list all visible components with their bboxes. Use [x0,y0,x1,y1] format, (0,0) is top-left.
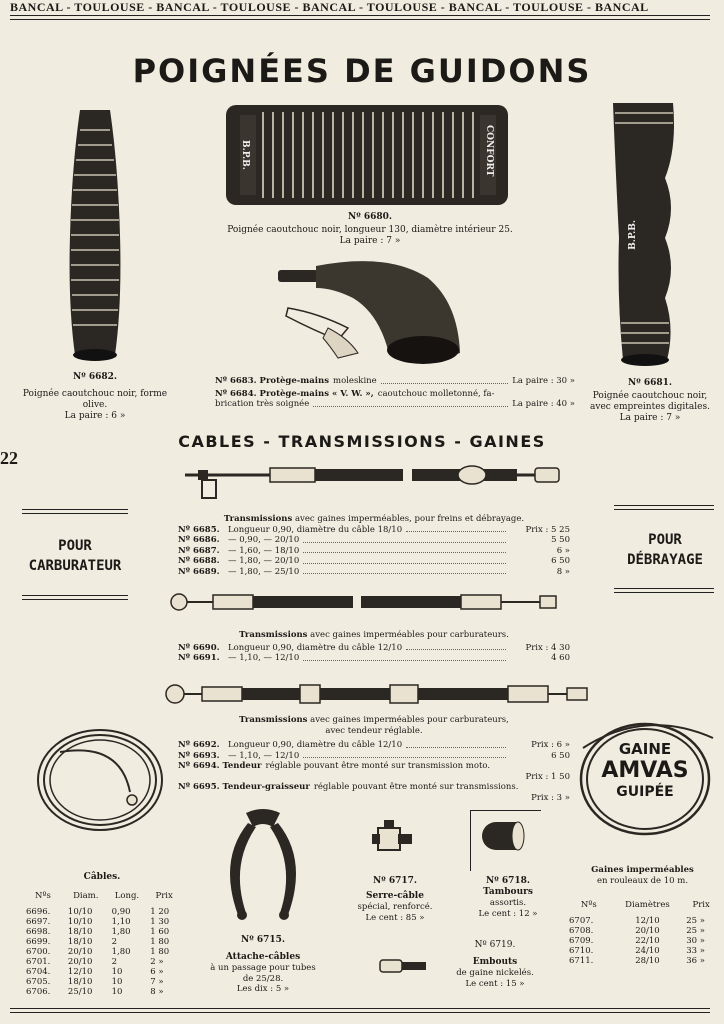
page-number: 22 [0,448,18,468]
cables-table-header: Nºs Diam. Long. Prix [35,891,173,901]
grip-6681-illustration [605,98,685,370]
table-row: 6696. 10/10 0,90 1 20 [26,907,170,917]
top-banner: BANCAL - TOULOUSE - BANCAL - TOULOUSE - BANCAL - TOULOUSE - BANCAL - TOULOUSE - BANCAL [10,0,649,14]
transmissions-carbu-block: Transmissions avec gaines imperméables pour carburateurs. Nº 6690. Longueur 0,90, diamètre du câble 12/10 Prix : 4 30 Nº 6691. — 1,10, — 12/10 4 60 [178,630,570,663]
table-row: 6710. 24/10 33 » [569,946,705,956]
transmissions-tendeur-block: Transmissions avec gaines imperméables pour carburateurs, avec tendeur réglable. Nº 6692. Longueur 0,90, diamètre du câble 12/10 Prix : 6 » Nº 6693. — 1,10, — 12/10 6 50 Nº 6694. Tendeur réglable pouvant être monté sur transmission moto. Prix : 1 50 Nº 6695. Tendeur-graisseur réglable pouvant être monté sur transmissions. Prix : 3 » [178,715,570,803]
cables-table [22,891,182,997]
rule-carbu-top [22,509,128,514]
table-row: 6705. 18/10 10 7 » [26,977,164,987]
item-6718-caption: Nº 6718. Tambours assortis. Le cent : 12 » [478,876,538,919]
pour-debrayage-heading: POUR DÉBRAYAGE [627,532,703,568]
transmissions-frein-block: Transmissions avec gaines imperméables, pour freins et débrayage. Nº 6685. Longueur 0,90, diamètre du câble 18/10 Prix : 5 25 Nº 6686. — 0,90, — 20/10 5 50 Nº 6687. — 1,60, — 18/10 6 » Nº 6688. — 1,80, — 20/10 6 50 Nº 6689. — 1,80, — 25/10 8 » [178,514,570,577]
table-row: 6699. 18/10 2 1 80 [26,937,170,947]
protege-mains-caption: Nº 6683. Protège-mains moleskine La paire : 30 » Nº 6684. Protège-mains « V. W. », caoutchouc molletonné, fa- brication très soignée La paire : 40 » [215,376,575,409]
rule-carbu-bottom [22,595,128,600]
hand-guard-illustration [278,258,468,368]
rule-debrayage-bottom [614,588,714,593]
item-6719-caption: Nº 6719. Embouts de gaine nickelés. Le cent : 15 » [456,940,534,989]
grip-6681-brand: B.P.B. [628,220,638,250]
grip-6680-brand-left: B.P.B. [240,140,250,170]
grip-6680-brand-right: CONFORT [484,125,494,177]
table-row: 6704. 12/10 10 6 » [26,967,164,977]
embouts-illustration [378,956,430,976]
table-row: 6706. 25/10 10 8 » [26,987,164,997]
table-row: 6711. 28/10 36 » [569,956,705,966]
table-row: 6700. 20/10 1,80 1 80 [26,947,170,957]
grip-6680-illustration [218,100,516,210]
gaines-table-header: Nºs Diamètres Prix [580,900,710,910]
page-title: POIGNÉES DE GUIDONS [132,52,592,90]
cables-section-title: CABLES - TRANSMISSIONS - GAINES [178,432,546,451]
pour-carburateur-heading: POUR CARBURATEUR [28,538,122,574]
grip-6682-illustration [60,105,130,367]
table-row: 6698. 18/10 1,80 1 60 [26,927,170,937]
gaines-table-block: Gaines imperméables en rouleaux de 10 m. Nºs Diamètres Prix 6707. 12/10 25 » 6708. 20/10 25 » 6709. 22/10 30 » 6710. 24/10 33 » 6711. 28/10 36 » [565,865,720,966]
table-row: 6697. 10/10 1,10 1 30 [26,917,170,927]
table-row: 6709. 22/10 30 » [569,936,705,946]
attache-cables-illustration [218,805,308,925]
transmission-tendeur-illustration [162,680,592,708]
gaine-amvas-label: GAINE AMVAS GUIPÉE [601,740,689,800]
item-6717-caption: Nº 6717. Serre-câble spécial, renforcé. Le cent : 85 » [357,876,433,923]
grip-6682-caption: Nº 6682. Poignée caoutchouc noir, forme olive. La paire : 6 » [22,372,168,421]
grip-6680-caption: Nº 6680. Poignée caoutchouc noir, longueur 130, diamètre intérieur 25. La paire : 7 » [227,212,513,246]
bottom-rule [10,1008,710,1013]
grip-6681-caption: Nº 6681. Poignée caoutchouc noir, avec empreintes digitales. La paire : 7 » [590,378,710,423]
transmission-carbu-illustration [168,590,560,616]
rule-debrayage-top [614,505,714,510]
gaines-table [565,900,720,966]
top-rule [10,15,710,20]
cables-table-block: Câbles. Nºs Diam. Long. Prix 6696. 10/10 0,90 1 20 6697. 10/10 1,10 1 30 6698. 18/10 1,80 1 60 6699. 18/10 2 1 80 6700. 20/10 1,80 1 80 6701. 20/10 2 2 » 6704. 12/10 10 6 » 6705. 18/10 10 7 » 6706. 25/10 10 8 » [22,872,182,997]
table-row: 6701. 20/10 2 2 » [26,957,164,967]
table-row: 6707. 12/10 25 » [569,916,705,926]
serre-cable-illustration [370,818,416,858]
table-row: 6708. 20/10 25 » [569,926,705,936]
coiled-cable-illustration [30,722,170,837]
tambours-illustration [478,818,528,854]
item-6715-caption: Nº 6715. Attache-câbles à un passage pour tubes de 25/28. Les dix : 5 » [210,935,316,994]
transmission-frein-illustration [180,462,564,502]
